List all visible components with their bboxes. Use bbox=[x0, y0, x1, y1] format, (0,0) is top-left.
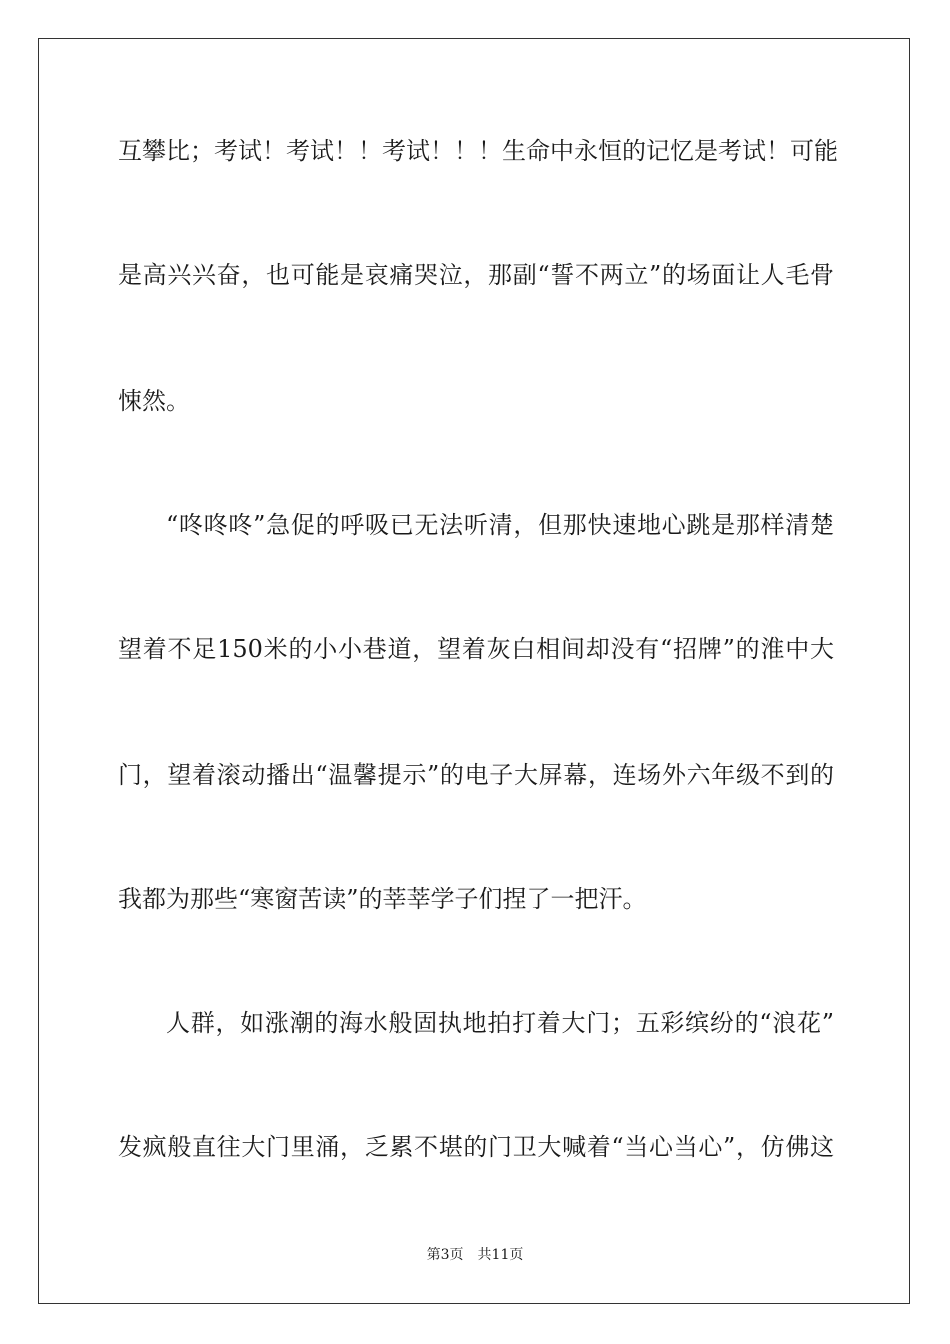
page-border bbox=[38, 38, 910, 1304]
text-line: 我都为那些“寒窗苦读”的莘莘学子们捏了一把汗。 bbox=[118, 885, 647, 913]
page-number-footer: 第3页 共11页 bbox=[426, 1247, 524, 1263]
text-line: 人群，如涨潮的海水般固执地拍打着大门；五彩缤纷的“浪花” bbox=[166, 1009, 834, 1037]
text-line: 望着不足150米的小小巷道，望着灰白相间却没有“招牌”的淮中大 bbox=[118, 635, 834, 663]
text-line: 是高兴兴奋，也可能是哀痛哭泣，那副“誓不两立”的场面让人毛骨 bbox=[118, 261, 834, 289]
text-line: 发疯般直往大门里涌，乏累不堪的门卫大喊着“当心当心”，仿佛这 bbox=[118, 1133, 834, 1161]
text-line: 门，望着滚动播出“温馨提示”的电子大屏幕，连场外六年级不到的 bbox=[118, 761, 834, 789]
text-line: “咚咚咚”急促的呼吸已无法听清，但那快速地心跳是那样清楚 bbox=[166, 511, 834, 539]
text-line: 悚然。 bbox=[118, 387, 190, 415]
text-line: 互攀比；考试！考试！！考试！！！生命中永恒的记忆是考试！可能 bbox=[118, 137, 838, 165]
